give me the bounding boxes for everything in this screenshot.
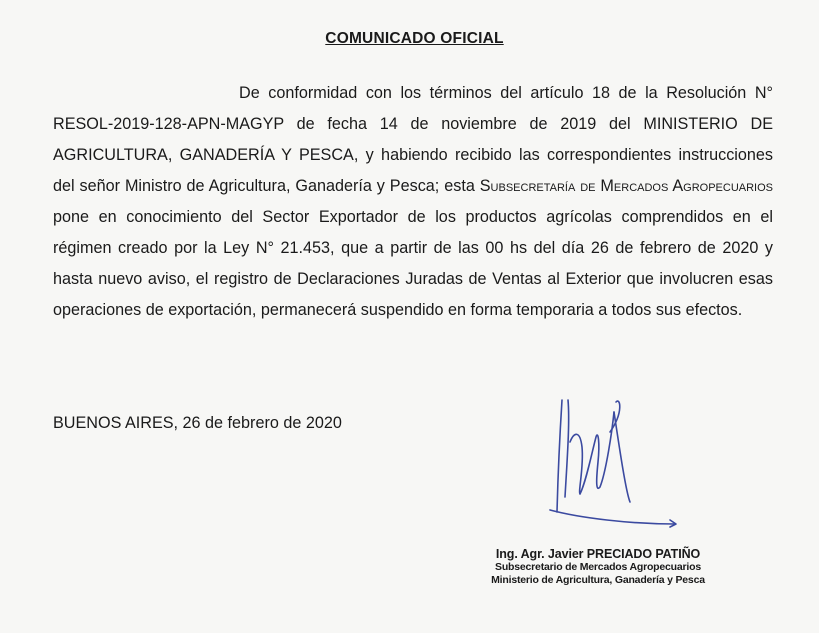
paragraph-part-1: De conformidad con los términos del artículo 18 de la Resolución N° RESOL-2019-128-APN-MAGYP de fecha 14 de noviembre de 2019 del MINISTERIO DE AGRICULTURA, GANADERÍA Y PESCA, y habiendo recibido las correspondientes instrucciones del señor Ministro de Agricultura, Ganadería y Pesca; esta (53, 84, 773, 195)
signer-role: Subsecretario de Mercados Agropecuarios (495, 561, 701, 573)
signer-name: Ing. Agr. Javier PRECIADO PATIÑO (495, 547, 701, 561)
place-date-line: BUENOS AIRES, 26 de febrero de 2020 (53, 414, 342, 432)
document-title: COMUNICADO OFICIAL (325, 30, 504, 47)
communique-paragraph (53, 78, 773, 326)
paragraph-part-2: pone en conocimiento del Sector Exportador de los productos agrícolas comprendidos en el régimen creado por la Ley N° 21.453, que a partir de las 00 hs del día 26 de febrero de 2020 y hasta nuevo aviso, el registro de Declaraciones Juradas de Ventas al Exterior que involucren esas operaciones de exportación, permanecerá suspendido en forma temporaria a todos sus efectos. (53, 208, 773, 319)
signer-ministry: Ministerio de Agricultura, Ganadería y Pesca (491, 574, 705, 586)
handwritten-signature (540, 392, 680, 552)
signer-block (478, 547, 718, 587)
paragraph-smallcaps-entity: Subsecretaría de Mercados Agropecuarios (479, 177, 773, 195)
